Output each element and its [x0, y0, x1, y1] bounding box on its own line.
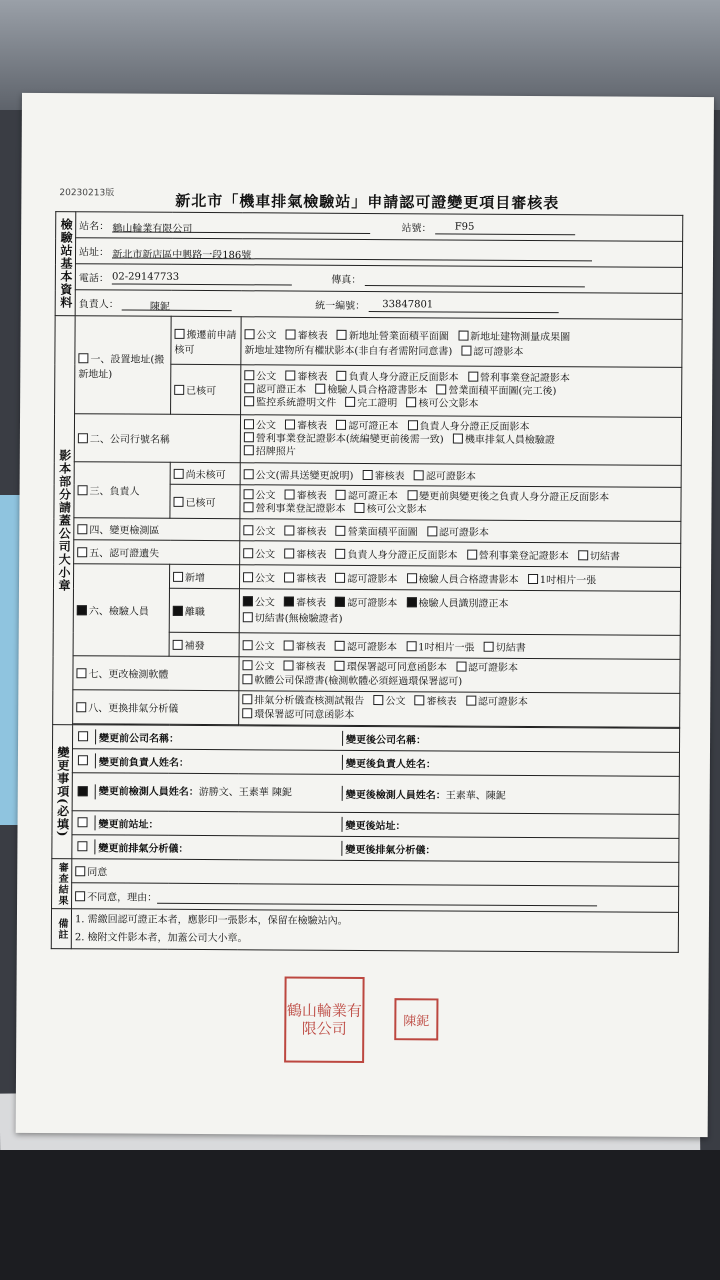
owner-field[interactable]: 陳鈮	[122, 298, 232, 312]
item-5-label[interactable]: 五、認可證遺失	[74, 540, 240, 565]
item-6c-label[interactable]: 補發	[169, 632, 239, 656]
change-row: 變更前負責人姓名： 變更後負責人姓名：	[72, 749, 679, 777]
change-row: 變更前公司名稱： 變更後公司名稱：	[73, 725, 680, 753]
form-title: 新北市「機車排氣檢驗站」申請認可證變更項目審核表	[175, 191, 560, 213]
notes-section-label: 備註	[51, 909, 71, 949]
basic-row-3: 電話： 02-29147733 傳真：	[75, 264, 682, 294]
change-checkbox[interactable]	[78, 786, 88, 796]
basic-row-1: 站名： 鶴山輪業有限公司 站號： F95	[76, 212, 683, 242]
item-6-label[interactable]: 六、檢驗人員	[73, 564, 170, 657]
item-6c-options: 公文 審核表 認可證影本 1吋相片一張 切結書	[239, 633, 680, 660]
item-1a-label[interactable]: 搬遷前申請核可	[171, 316, 241, 364]
notes-content	[71, 909, 678, 953]
change-checkbox[interactable]	[78, 755, 88, 765]
note-item: 2. 檢附文件影本者，加蓋公司大小章。	[74, 931, 248, 944]
item-6a-options: 公文 審核表 認可證影本 檢驗人員合格證書影本 1吋相片一張	[239, 565, 680, 592]
item-4-options: 公文 審核表 營業面積平面圖 認可證影本	[240, 519, 681, 544]
basic-section-label: 檢驗站基本資料	[55, 212, 76, 316]
name-field[interactable]: 鶴山輪業有限公司	[112, 219, 370, 234]
company-seal: 鶴山輪業有限公司	[284, 977, 365, 1063]
background-bottom	[0, 1150, 720, 1280]
item-4-label[interactable]: 四、變更檢測區	[74, 518, 240, 541]
basic-row-4: 負責人： 陳鈮 統一編號： 33847801	[75, 290, 682, 320]
tax-id-field[interactable]: 33847801	[368, 299, 558, 313]
item-7-options: 公文 審核表 環保署認可同意函影本 認可證影本 軟體公司保證書(檢測軟體必須經過環保署認可)	[239, 657, 680, 694]
item-3-label[interactable]: 三、負責人	[74, 462, 170, 519]
item-3b-options: 公文 審核表 認可證正本 變更前與變更後之負責人身分證正反面影本 營利事業登記證影本 核可公文影本	[240, 485, 681, 522]
change-row: 變更前檢測人員姓名：游勝文、王素華 陳鈮 變更後檢測人員姓名：王素華、陳鈮	[72, 773, 679, 815]
basic-row-2: 站址： 新北市新店區中興路一段186號	[75, 238, 682, 268]
item-3a-label[interactable]: 尚未核可	[170, 462, 240, 484]
changes-section-label: 變更事項(必填)	[52, 725, 73, 859]
change-row: 變更前站址： 變更後站址：	[72, 811, 679, 839]
station-no-field[interactable]: F95	[435, 221, 575, 235]
review-section-label: 審查結果	[52, 859, 72, 909]
item-3a-options: 公文(需具送變更說明) 審核表 認可證影本	[240, 463, 681, 488]
review-disagree[interactable]: 不同意，理由：	[72, 883, 679, 913]
item-1b-label[interactable]: 已核可	[171, 364, 241, 414]
phone-field[interactable]: 02-29147733	[112, 271, 292, 285]
address-field[interactable]: 新北市新店區中興路一段186號	[112, 245, 592, 261]
item-2-label[interactable]: 二、公司行號名稱	[74, 414, 240, 463]
item-8-options: 排氣分析儀查核測試報告 公文 審核表 認可證影本 環保署認可同意函影本	[239, 691, 680, 728]
owner-seal: 陳鈮	[394, 998, 438, 1040]
review-agree[interactable]: 同意	[72, 859, 679, 887]
item-6b-options: 公文 審核表 認可證影本 檢驗人員識別證正本 切結書(無檢驗證者)	[239, 589, 680, 636]
change-row: 變更前排氣分析儀： 變更後排氣分析儀：	[72, 835, 679, 863]
form-table	[51, 211, 683, 953]
item-1-label[interactable]: 一、設置地址(搬新地址)	[75, 316, 172, 415]
item-7-label[interactable]: 七、更改檢測軟體	[73, 656, 239, 691]
form-paper	[16, 93, 714, 1137]
change-checkbox[interactable]	[78, 731, 88, 741]
item-1a-options: 公文 審核表 新地址營業面積平面圖 新地址建物測量成果圖 新地址建物所有權狀影本(非自有者需附同意書) 認可證影本	[241, 317, 682, 368]
item-5-options: 公文 審核表 負責人身分證正反面影本 營利事業登記證影本 切結書	[240, 541, 681, 568]
item-6a-label[interactable]: 新增	[169, 564, 239, 588]
change-checkbox[interactable]	[77, 841, 87, 851]
item-1b-options: 公文 審核表 負責人身分證正反面影本 營利事業登記證影本 認可證正本 檢驗人員合格證書影本 營業面積平面圖(完工後) 監控系統證明文件 完工證明 核可公文影本	[241, 365, 682, 418]
version-label: 20230213版	[59, 188, 115, 199]
fax-field[interactable]	[364, 273, 584, 287]
item-8-label[interactable]: 八、更換排氣分析儀	[73, 690, 239, 725]
change-checkbox[interactable]	[78, 817, 88, 827]
note-item: 1. 需繳回認可證正本者，應影印一張影本，保留在檢驗站內。	[74, 913, 348, 927]
item-2-options: 公文 審核表 認可證正本 負責人身分證正反面影本 營利事業登記證影本(統編變更前後需一致) 機車排氣人員檢驗證 招牌照片	[240, 415, 681, 466]
reason-field[interactable]	[157, 891, 597, 907]
item-3b-label[interactable]: 已核可	[170, 484, 240, 518]
copy-section-label: 影本部分請蓋公司大小章	[53, 316, 75, 725]
item-6b-label[interactable]: 離職	[169, 588, 239, 632]
